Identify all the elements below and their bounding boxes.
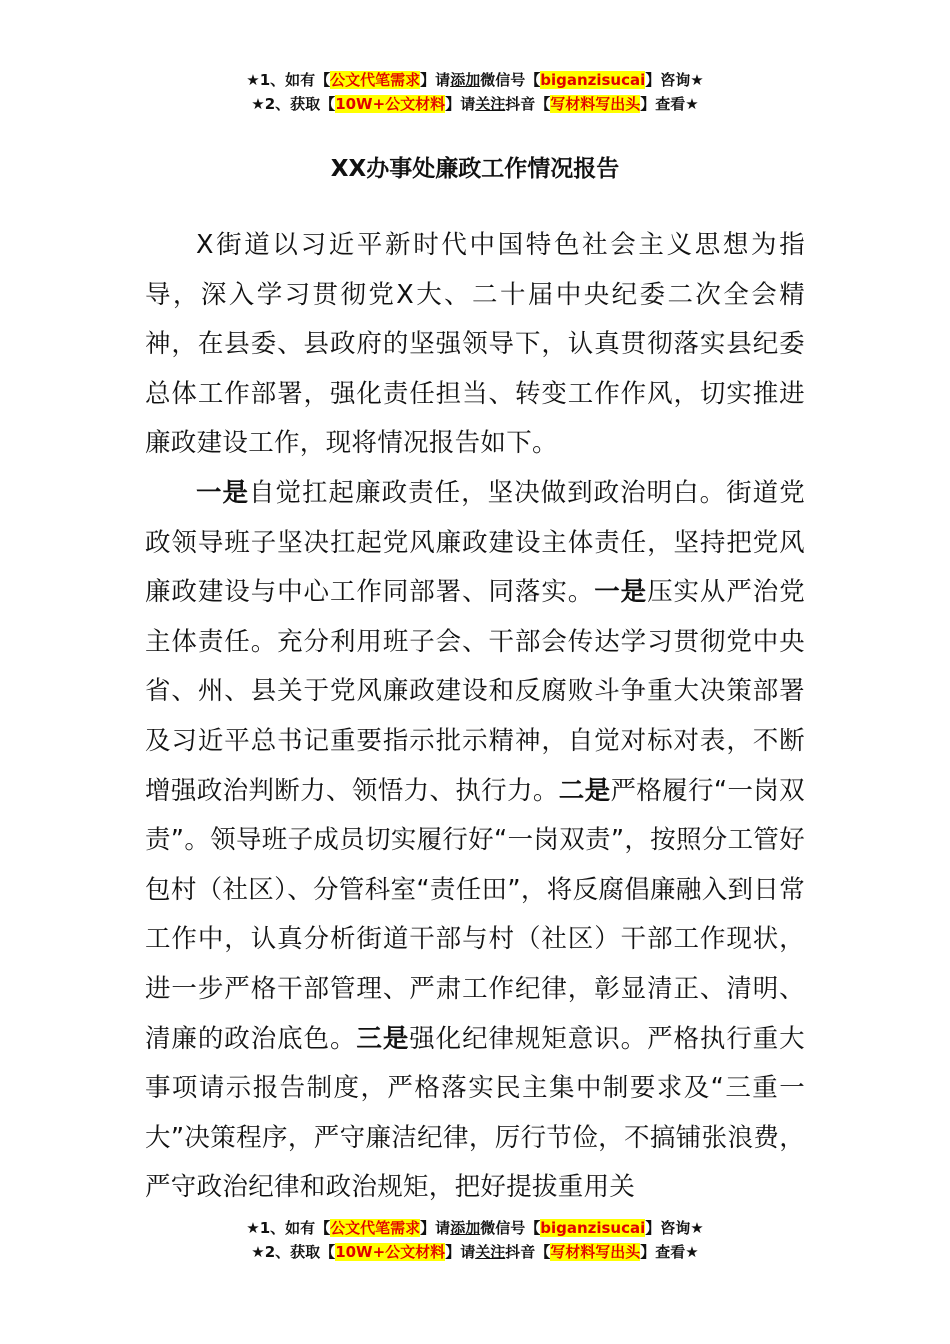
document-body (145, 221, 805, 1213)
underline-follow: 关注 (475, 95, 506, 113)
paragraph-section-1: 一是自觉扛起廉政责任，坚决做到政治明白。街道党政领导班子坚决扛起党风廉政建设主体责任，坚持把党风廉政建设与中心工作同部署、同落实。一是压实从严治党主体责任。充分利用班子会、干部会传达学习贯彻党中央省、州、县关于党风廉政建设和反腐败斗争重大决策部署及习近平总书记重要指示批示精神，自觉对标对表，不断增强政治判断力、领悟力、执行力。二是严格履行“一岗双责”。领导班子成员切实履行好“一岗双责”，按照分工管好包村（社区）、分管科室“责任田”，将反腐倡廉融入到日常工作中，认真分析街道干部与村（社区）干部工作现状，进一步严格干部管理、严肃工作纪律，彰显清正、清明、清廉的政治底色。三是强化纪律规矩意识。严格执行重大事项请示报告制度，严格落实民主集中制要求及“三重一大”决策程序，严守廉洁纪律，厉行节俭，不搞铺张浪费，严守政治纪律和政治规矩，把好提拔重用关 (145, 477, 805, 1203)
banner-line-1: ★1、如有【公文代笔需求】请添加微信号【biganzisucai】咨询★ (246, 1219, 704, 1237)
document-title: XX办事处廉政工作情况报告 (330, 156, 620, 182)
bold-marker: 三是 (356, 1023, 410, 1054)
highlight-douyin: 写材料写出头 (550, 95, 641, 113)
bold-marker: 一是 (594, 577, 648, 608)
highlight-materials: 10W+公文材料 (335, 95, 446, 113)
paragraph-intro: X街道以习近平新时代中国特色社会主义思想为指导，深入学习贯彻党X大、二十届中央纪委二次全会精神，在县委、县政府的坚强领导下，认真贯彻落实县纪委总体工作部署，强化责任担当、转变工作作风，切实推进廉政建设工作，现将情况报告如下。 (145, 230, 805, 459)
highlight-service: 公文代笔需求 (330, 1219, 421, 1237)
underline-follow: 关注 (475, 1243, 506, 1261)
banner-top (0, 68, 950, 116)
bold-marker: 一是 (196, 477, 250, 508)
banner-bottom (0, 1216, 950, 1264)
highlight-douyin: 写材料写出头 (550, 1243, 641, 1261)
banner-line-2: ★2、获取【10W+公文材料】请关注抖音【写材料写出头】查看★ (251, 95, 699, 113)
underline-add: 添加 (450, 71, 481, 89)
highlight-materials: 10W+公文材料 (335, 1243, 446, 1261)
underline-add: 添加 (450, 1219, 481, 1237)
banner-line-1: ★1、如有【公文代笔需求】请添加微信号【biganzisucai】咨询★ (246, 71, 704, 89)
highlight-service: 公文代笔需求 (330, 71, 421, 89)
banner-line-2: ★2、获取【10W+公文材料】请关注抖音【写材料写出头】查看★ (251, 1243, 699, 1261)
bold-marker: 二是 (558, 775, 611, 806)
highlight-wechat-id: biganzisucai (540, 71, 646, 89)
highlight-wechat-id: biganzisucai (540, 1219, 646, 1237)
